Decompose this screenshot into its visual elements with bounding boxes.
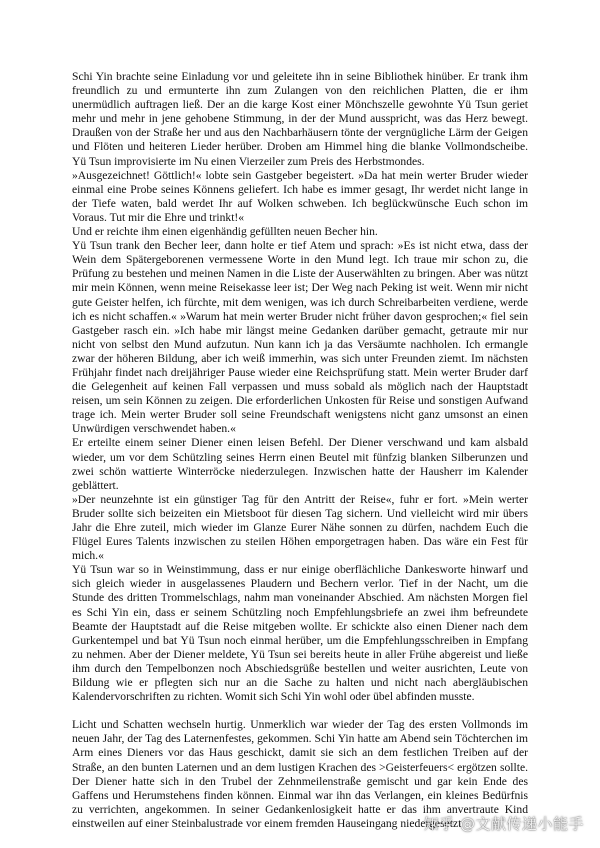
paragraph-8: Licht und Schatten wechseln hurtig. Unmerklich war wieder der Tag des ersten Vollmonds im neuen Jahr, der Tag des Laternenfestes, gekommen. Schi Yin hatte am Abend sein Töchterchen im Arm eines Dieners vor das Haus geschickt, damit sie sich an dem festlichen Treiben auf der Straße, an den bunten Laternen und an dem lustigen Krachen des >Geisterfeuers< ergötzen sollte. Der Diener hatte sich in den Trubel der Zehnmeilenstraße gemischt und gar kein Ende des Gaffens und Herumstehens finden können. Einmal war ihn das Verlangen, ein kleines Bedürfnis zu verrichten, angekommen. In seiner Gedankenlosigkeit hatte er das ihm anvertraute Kind einstweilen auf einer Steinbalustrade vor einem fremden Hauseingang niedergesetzt (72, 718, 528, 830)
paragraph-3: Und er reichte ihm einen eigenhändig gefüllten neuen Becher hin. (72, 225, 378, 239)
paragraph-1: Schi Yin brachte seine Einladung vor und geleitete ihn in seine Bibliothek hinüber. Er trank ihm freundlich zu und ermunterte ihn zum Zulangen von den reichlichen Platten, die er ihm unermüdlich auftragen ließ. Der an die karge Kost einer Mönchszelle gewohnte Yü Tsun geriet mehr und mehr in jene gehobene Stimmung, in der der Mund ausspricht, was das Herz bewegt. Draußen von der Straße her und aus den Nachbarhäusern tönte der vergnügliche Lärm der Geigen und Flöten und heiteren Lieder herüber. Droben am Himmel hing die blanke Vollmondscheibe. Yü Tsun improvisierte im Nu einen Vierzeiler zum Preis des Herbstmondes. (72, 70, 528, 168)
document-body (72, 70, 528, 831)
paragraph-5: Er erteilte einem seiner Diener einen leisen Befehl. Der Diener verschwand und kam alsbald wieder, um vor dem Schützling seines Herrn einen Beutel mit fünfzig blanken Silberunzen und zwei schön wattierte Winterröcke niederzulegen. Inzwischen hatte der Hausherr im Kalender geblättert. (72, 436, 528, 492)
paragraph-gap (72, 704, 528, 718)
paragraph-6: »Der neunzehnte ist ein günstiger Tag für den Antritt der Reise«, fuhr er fort. »Mein werter Bruder sollte sich beizeiten ein Mietsboot für diesen Tag sichern. Und vielleicht wird mir übers Jahr die Ehre zuteil, mich wieder im Glanze Eurer Nähe sonnen zu dürfen, nachdem Euch die Flügel Eures Talents inzwischen zu steilen Höhen emporgetragen haben. Das wäre ein Fest für mich.« (72, 492, 528, 563)
paragraph-4: Yü Tsun trank den Becher leer, dann holte er tief Atem und sprach: »Es ist nicht etwa, dass der Wein dem Spätergeborenen vermessene Worte in den Mund legt. Ich traue mir schon zu, die Prüfung zu bestehen und meinen Namen in die Liste der Auserwählten zu bringen. Aber was nützt mir mein Können, wenn meine Reisekasse leer ist; Der Weg nach Peking ist weit. Wenn mir nicht gute Geister helfen, ich fürchte, mit dem wenigen, was ich durch Schreibarbeiten verdiene, werde ich es nicht schaffen.« »Warum hat mein werter Bruder nicht früher davon gesprochen;« fiel sein Gastgeber rasch ein. »Ich habe mir längst meine Gedanken darüber gemacht, getraute mir nur nicht von selbst den Mund aufzutun. Nun kann ich ja das Versäumte nachholen. Ich ermangle zwar der höheren Bildung, aber ich weiß immerhin, was sich unter Freunden ziemt. Im nächsten Frühjahr findet nach dreijähriger Pause wieder eine Reichsprüfung statt. Mein werter Bruder darf die Gelegenheit auf keinen Fall verpassen und muss sobald als möglich nach der Hauptstadt reisen, um sein Können zu zeigen. Die erforderlichen Unkosten für Reise und sonstigen Aufwand trage ich. Mein werter Bruder soll seine Freundschaft wenigstens nicht ganz umsonst an einen Unwürdigen verschwendet haben.« (72, 239, 528, 436)
watermark: 知乎 @文献传递小能手 (423, 815, 584, 833)
paragraph-2: »Ausgezeichnet! Göttlich!« lobte sein Gastgeber begeistert. »Da hat mein werter Bruder wieder einmal eine Probe seines Könnens geliefert. Ich habe es immer gesagt, Ihr werdet nicht lange in der Tiefe waten, bald werdet Ihr auf Wolken schweben. Ich beglückwünsche Euch schon im Voraus. Tut mir die Ehre und trinkt!« (72, 168, 528, 224)
paragraph-7: Yü Tsun war so in Weinstimmung, dass er nur einige oberflächliche Dankesworte hinwarf und sich gleich wieder in ausgelassenes Plaudern und Bechern verlor. Tief in der Nacht, um die Stunde des dritten Trommelschlags, nahm man voneinander Abschied. Am nächsten Morgen fiel es Schi Yin ein, dass er seinem Schützling noch Empfehlungsbriefe an zwei ihm befreundete Beamte der Hauptstadt auf die Reise mitgeben wollte. Er schickte also einen Diener nach dem Gurkentempel und bat Yü Tsun noch einmal herüber, um die Empfehlungsschreiben in Empfang zu nehmen. Aber der Diener meldete, Yü Tsun sei bereits heute in aller Frühe abgereist und ließe ihm durch den Tempelbonzen noch Abschiedsgrüße bestellen und weiter ausrichten, Leute von Bildung wie er pflegten sich nur an die Sache zu halten und nicht nach abergläubischen Kalendervorschriften zu richten. Womit sich Schi Yin wohl oder übel abfinden musste. (72, 563, 528, 704)
